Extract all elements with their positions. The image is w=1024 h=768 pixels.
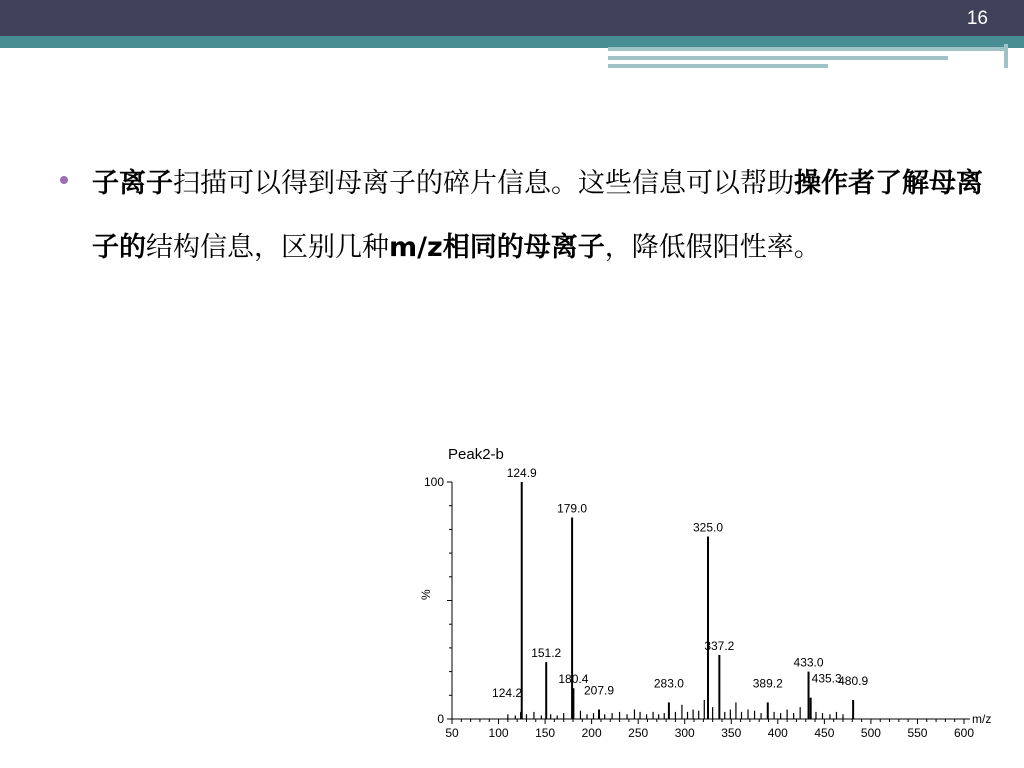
light-band-segment	[608, 64, 828, 68]
peak-label: 337.2	[704, 639, 735, 654]
y-axis-label: %	[419, 589, 433, 600]
bullet-text-bold: 操作者了解母离子的	[92, 168, 983, 263]
x-tick-label: 50	[445, 726, 459, 740]
x-axis-label: m/z	[972, 712, 992, 726]
bullet-item	[60, 152, 990, 280]
peak-label: 325.0	[692, 520, 724, 535]
peak-label: 151.2	[531, 646, 562, 661]
peak-label: 207.9	[583, 683, 615, 698]
peak-label: 180.4	[558, 672, 589, 687]
bullet-text-bold: m/z相同的母离子	[389, 232, 605, 263]
peak-label: 283.0	[653, 676, 684, 691]
peak-label: 124.9	[506, 466, 537, 480]
bullet-text: 结构信息，区别几种	[146, 232, 389, 263]
x-tick-label: 200	[581, 726, 602, 740]
bullet-list	[60, 152, 990, 280]
peak-label: 124.2	[492, 685, 523, 700]
x-tick-label: 600	[953, 726, 975, 740]
chart-axes	[424, 475, 974, 740]
slide-number: 16	[966, 8, 988, 29]
bullet-text: ，降低假阳性率。	[604, 232, 821, 263]
bullet-dot-icon	[60, 176, 68, 184]
chart-title: Peak2-b	[448, 446, 504, 463]
light-band-segment	[608, 47, 1008, 51]
y-tick-label: 100	[423, 475, 444, 489]
x-tick-label: 550	[907, 726, 928, 740]
x-tick-label: 450	[814, 726, 835, 740]
x-tick-label: 100	[488, 726, 509, 740]
peak-label: 389.2	[752, 676, 783, 691]
peak-label: 179.0	[557, 501, 588, 516]
mass-spectrum-chart	[400, 440, 1000, 750]
x-tick-label: 150	[535, 726, 556, 740]
bullet-text-bold: 子离子	[92, 168, 173, 199]
peak-label: 480.9	[838, 674, 869, 689]
peak-label: 435.3	[811, 671, 842, 686]
x-tick-label: 250	[628, 726, 649, 740]
light-band-segment	[608, 56, 948, 60]
bullet-text: 扫描可以得到母离子的碎片信息。这些信息可以帮助	[173, 168, 794, 199]
light-band-segment	[1004, 44, 1008, 68]
x-tick-label: 400	[767, 726, 788, 740]
x-tick-label: 300	[674, 726, 695, 740]
chart-peaks	[492, 466, 868, 719]
top-bar	[0, 0, 1024, 36]
x-tick-label: 500	[860, 726, 881, 740]
x-tick-label: 350	[721, 726, 742, 740]
peak-label: 433.0	[793, 655, 824, 670]
y-tick-label: 0	[437, 712, 444, 726]
